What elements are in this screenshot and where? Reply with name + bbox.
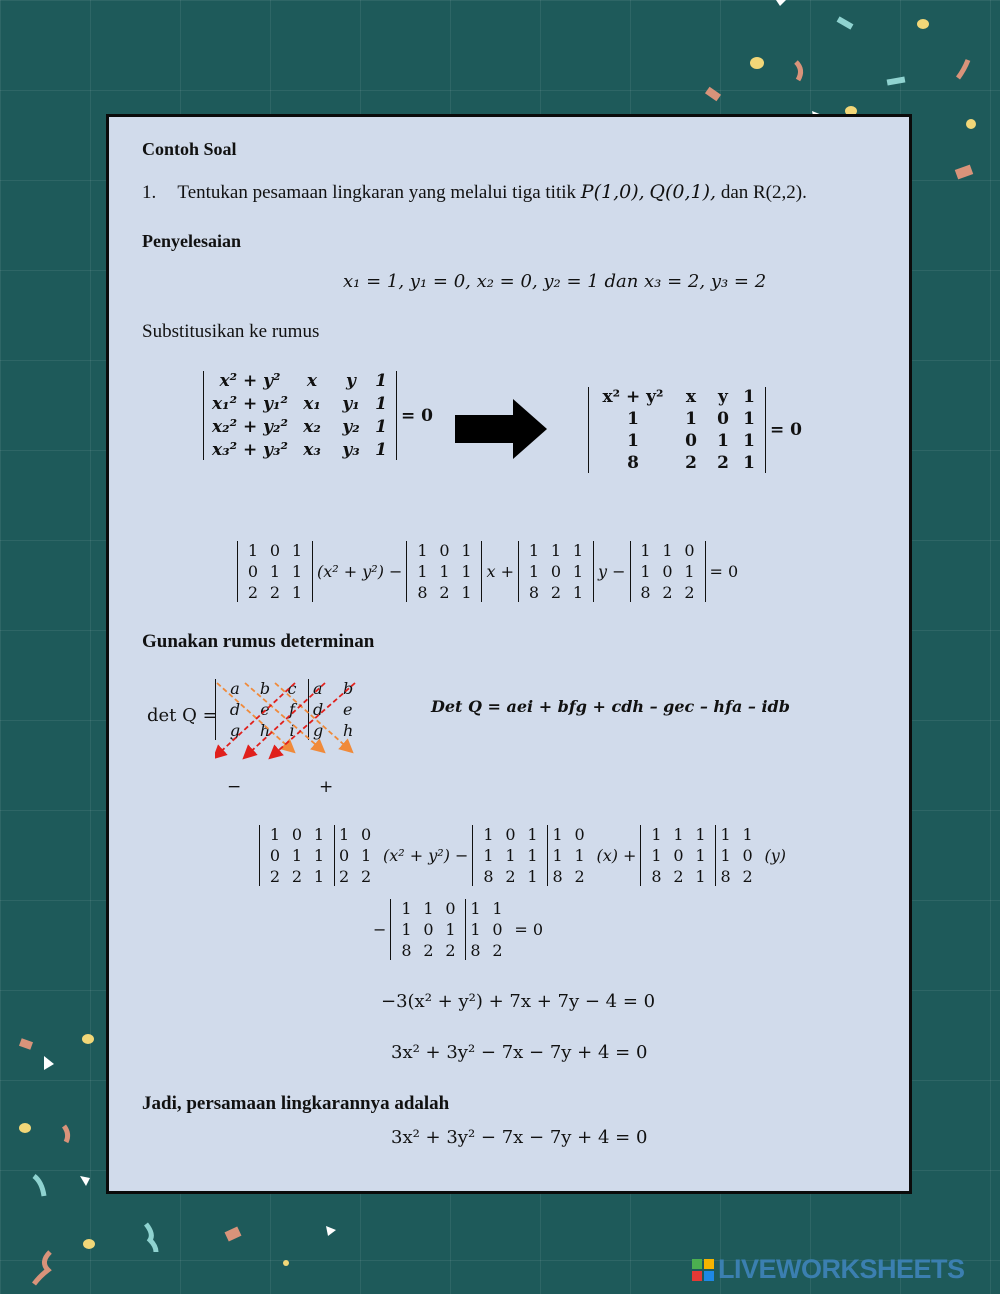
matrix-cell: a (313, 679, 323, 698)
liveworksheets-logo-icon (692, 1259, 714, 1281)
matrix-cell: y₂ (342, 417, 360, 437)
matrix-cell: 2 (269, 867, 281, 886)
sarrus-diagram (215, 679, 373, 740)
matrix-cell: 1 (572, 562, 584, 581)
matrix-cell: x (685, 387, 697, 407)
matrix-cell: d (229, 700, 241, 719)
matrix-cell: 1 (417, 562, 428, 581)
matrix-cell: x² + y² (219, 371, 281, 391)
brand-name: LIVEWORKSHEETS (718, 1254, 965, 1284)
expansion-term-3: y − (597, 562, 626, 581)
matrix-cell: 1 (483, 846, 494, 865)
matrix-cell: x₃ (303, 440, 321, 460)
matrix-cell: 0 (742, 846, 753, 865)
section-title: Contoh Soal (142, 139, 237, 159)
sarrus-extension-4 (466, 899, 514, 960)
matrix-cell: 0 (574, 825, 585, 844)
matrix-cell: 2 (505, 867, 516, 886)
matrix-cell: 0 (550, 562, 562, 581)
matrix-cell: 8 (401, 941, 412, 960)
matrix-cell: y₁ (342, 394, 360, 414)
matrix-cell: 8 (528, 583, 540, 602)
matrix-cell: 1 (417, 541, 428, 560)
matrix-cell: 1 (662, 541, 673, 560)
general-matrix (203, 371, 397, 460)
matrix-cell: 2 (684, 583, 695, 602)
plus-sign: + (319, 777, 334, 797)
matrix-cell: 2 (445, 941, 456, 960)
matrix-cell: a (230, 679, 240, 698)
matrix-cell: 1 (552, 825, 563, 844)
result-line-2: 3x² + 3y² − 7x − 7y + 4 = 0 (391, 1042, 648, 1063)
minor-matrix-4 (630, 541, 706, 602)
matrix-cell: 1 (720, 846, 731, 865)
matrix-cell: 1 (423, 899, 434, 918)
matrix-cell: 8 (417, 583, 428, 602)
matrix-cell: 1 (461, 583, 472, 602)
matrix-cell: 1 (439, 562, 450, 581)
matrix-cell: f (289, 700, 295, 719)
matrix-cell: 8 (640, 583, 651, 602)
matrix-cell: 1 (461, 541, 472, 560)
sarrus-equals-zero: = 0 (514, 920, 544, 939)
matrix-cell: 1 (527, 825, 538, 844)
minus-sign: − (227, 777, 242, 797)
matrix-cell: g (313, 721, 324, 740)
matrix-cell: 1 (640, 562, 651, 581)
matrix-cell: 2 (574, 867, 585, 886)
matrix-cell: 1 (375, 371, 387, 391)
matrix-cell: 1 (720, 825, 731, 844)
sarrus-extension-2 (548, 825, 596, 886)
matrix-cell: 8 (627, 453, 639, 473)
matrix-cell: 1 (695, 825, 706, 844)
matrix-cell: 1 (401, 920, 412, 939)
equals-zero: = 0 (401, 405, 433, 426)
matrix-cell: 1 (527, 867, 538, 886)
matrix-cell: 0 (492, 920, 503, 939)
matrix-cell: 1 (572, 541, 584, 560)
matrix-cell: 1 (627, 431, 639, 451)
problem-number: 1. (142, 182, 157, 203)
substituted-determinant-equation (584, 387, 802, 473)
matrix-cell: 1 (313, 825, 325, 844)
matrix-cell: 2 (717, 453, 729, 473)
matrix-cell: 0 (269, 846, 281, 865)
matrix-cell: 2 (339, 867, 350, 886)
sarrus-diagonals (215, 679, 365, 769)
matrix-cell: b (343, 679, 354, 698)
minor-matrix-1 (237, 541, 313, 602)
sarrus-minor-4 (390, 899, 466, 960)
matrix-cell: 1 (695, 867, 706, 886)
matrix-cell: 1 (492, 899, 503, 918)
matrix-cell: 1 (470, 920, 481, 939)
equals-zero: = 0 (770, 420, 802, 440)
matrix-cell: 1 (673, 825, 684, 844)
matrix-cell: c (287, 679, 297, 698)
matrix-cell: 0 (505, 825, 516, 844)
given-values: x₁ = 1, y₁ = 0, x₂ = 0, y₂ = 1 dan x₃ = 2, y₃ = 2 (343, 271, 767, 292)
substituted-matrix (588, 387, 766, 473)
matrix-cell: 0 (684, 541, 695, 560)
matrix-cell: 2 (247, 583, 259, 602)
matrix-cell: 0 (339, 846, 350, 865)
matrix-cell: 1 (291, 846, 303, 865)
point-q: Q(0,1), (649, 181, 717, 203)
expansion-term-2: x + (486, 562, 514, 581)
matrix-cell: 1 (313, 867, 325, 886)
matrix-cell: 1 (375, 440, 387, 460)
matrix-cell: e (343, 700, 353, 719)
matrix-cell: 2 (269, 583, 281, 602)
matrix-cell: 1 (269, 825, 281, 844)
matrix-cell: 1 (461, 562, 472, 581)
matrix-cell: g (229, 721, 241, 740)
matrix-cell: 1 (401, 899, 412, 918)
worksheet-page (106, 114, 912, 1194)
matrix-cell: h (343, 721, 354, 740)
matrix-cell: 2 (492, 941, 503, 960)
sarrus-minor-3 (640, 825, 716, 886)
matrix-cell: 1 (743, 453, 755, 473)
matrix-cell: 1 (550, 541, 562, 560)
matrix-cell: 0 (439, 541, 450, 560)
sarrus-expansion-line-2 (373, 899, 543, 960)
matrix-cell: x₁ (303, 394, 321, 414)
matrix-cell: 1 (291, 541, 303, 560)
sarrus-lead-minus: − (373, 920, 387, 939)
matrix-cell: y (346, 371, 356, 391)
solution-heading: Penyelesaian (142, 231, 241, 251)
minor-matrix-2 (406, 541, 482, 602)
general-determinant-equation (199, 371, 433, 460)
sarrus-extension-1 (335, 825, 383, 886)
matrix-cell: 1 (247, 541, 259, 560)
matrix-cell: 1 (527, 846, 538, 865)
matrix-cell: 1 (685, 409, 697, 429)
matrix-cell: 0 (662, 562, 673, 581)
matrix-cell: 2 (361, 867, 372, 886)
matrix-cell: 8 (720, 867, 731, 886)
matrix-cell: 0 (247, 562, 259, 581)
problem-statement (142, 181, 807, 204)
matrix-cell: 8 (552, 867, 563, 886)
matrix-cell: 1 (572, 583, 584, 602)
sarrus-term-3: (y) (764, 846, 786, 865)
sarrus-minor-1 (259, 825, 335, 886)
matrix-cell: 1 (743, 387, 755, 407)
conclusion-heading: Jadi, persamaan lingkarannya adalah (142, 1093, 450, 1114)
sarrus-minor-2 (472, 825, 548, 886)
matrix-cell: 2 (550, 583, 562, 602)
expansion-equals-zero: = 0 (709, 562, 739, 581)
matrix-cell: x₁² + y₁² (212, 394, 288, 414)
matrix-cell: 1 (743, 409, 755, 429)
matrix-cell: 2 (423, 941, 434, 960)
matrix-cell: 2 (439, 583, 450, 602)
matrix-cell: 1 (375, 394, 387, 414)
matrix-cell: 2 (291, 867, 303, 886)
matrix-cell: 1 (470, 899, 481, 918)
matrix-cell: 1 (445, 920, 456, 939)
matrix-cell: x₃² + y₃² (212, 440, 288, 460)
matrix-cell: 0 (291, 825, 303, 844)
substitute-label: Substitusikan ke rumus (142, 321, 320, 342)
matrix-cell: 8 (483, 867, 494, 886)
matrix-cell: 1 (375, 417, 387, 437)
matrix-cell: 1 (574, 846, 585, 865)
matrix-cell: 2 (742, 867, 753, 886)
matrix-cell: x² + y² (602, 387, 664, 407)
problem-text-end: dan R(2,2). (720, 182, 807, 203)
det-q-label: det Q = (147, 705, 218, 726)
point-p: P(1,0), (580, 181, 645, 203)
matrix-cell: 1 (528, 541, 540, 560)
matrix-cell: e (260, 700, 270, 719)
matrix-cell: 1 (483, 825, 494, 844)
matrix-cell: 0 (685, 431, 697, 451)
matrix-cell: 1 (743, 431, 755, 451)
matrix-cell: 2 (673, 867, 684, 886)
matrix-cell: 1 (695, 846, 706, 865)
matrix-cell: 0 (717, 409, 729, 429)
matrix-cell: 1 (640, 541, 651, 560)
matrix-cell: d (313, 700, 324, 719)
matrix-cell: y (718, 387, 728, 407)
liveworksheets-logo (692, 1254, 965, 1285)
matrix-cell: 1 (291, 562, 303, 581)
matrix-cell: y₃ (342, 440, 360, 460)
matrix-cell: 1 (528, 562, 540, 581)
sarrus-formula: Det Q = aei + bfg + cdh – gec – hfa – idb (431, 697, 790, 716)
determinant-heading: Gunakan rumus determinan (142, 631, 375, 652)
minor-matrix-3 (518, 541, 594, 602)
matrix-cell: x₂ (303, 417, 321, 437)
right-arrow-icon (455, 399, 547, 459)
final-answer: 3x² + 3y² − 7x − 7y + 4 = 0 (391, 1127, 648, 1148)
problem-text: Tentukan pesamaan lingkaran yang melalui tiga titik (177, 182, 577, 203)
matrix-cell: 1 (505, 846, 516, 865)
matrix-cell: 8 (470, 941, 481, 960)
result-line-1: −3(x² + y²) + 7x + 7y − 4 = 0 (381, 991, 656, 1012)
matrix-cell: 1 (651, 846, 662, 865)
matrix-cell: x₂² + y₂² (212, 417, 288, 437)
matrix-cell: 1 (339, 825, 350, 844)
matrix-cell: 1 (717, 431, 729, 451)
matrix-cell: 2 (685, 453, 697, 473)
matrix-cell: 1 (684, 562, 695, 581)
cofactor-expansion (233, 541, 738, 602)
sarrus-term-2: (x) + (596, 846, 637, 865)
matrix-cell: 1 (742, 825, 753, 844)
matrix-cell: h (259, 721, 271, 740)
matrix-cell: x (306, 371, 318, 391)
matrix-cell: i (289, 721, 295, 740)
matrix-cell: 1 (552, 846, 563, 865)
matrix-cell: 1 (651, 825, 662, 844)
matrix-cell: b (259, 679, 271, 698)
matrix-cell: 1 (291, 583, 303, 602)
sarrus-expansion-line-1 (255, 825, 786, 886)
matrix-cell: 1 (313, 846, 325, 865)
matrix-cell: 1 (269, 562, 281, 581)
matrix-cell: 2 (662, 583, 673, 602)
matrix-cell: 1 (627, 409, 639, 429)
sarrus-term-1: (x² + y²) − (383, 846, 469, 865)
matrix-cell: 0 (423, 920, 434, 939)
matrix-cell: 0 (445, 899, 456, 918)
matrix-cell: 0 (269, 541, 281, 560)
matrix-cell: 0 (673, 846, 684, 865)
matrix-cell: 0 (361, 825, 372, 844)
matrix-cell: 1 (361, 846, 372, 865)
expansion-term-1: (x² + y²) − (317, 562, 403, 581)
sarrus-extension-3 (716, 825, 764, 886)
matrix-cell: 8 (651, 867, 662, 886)
